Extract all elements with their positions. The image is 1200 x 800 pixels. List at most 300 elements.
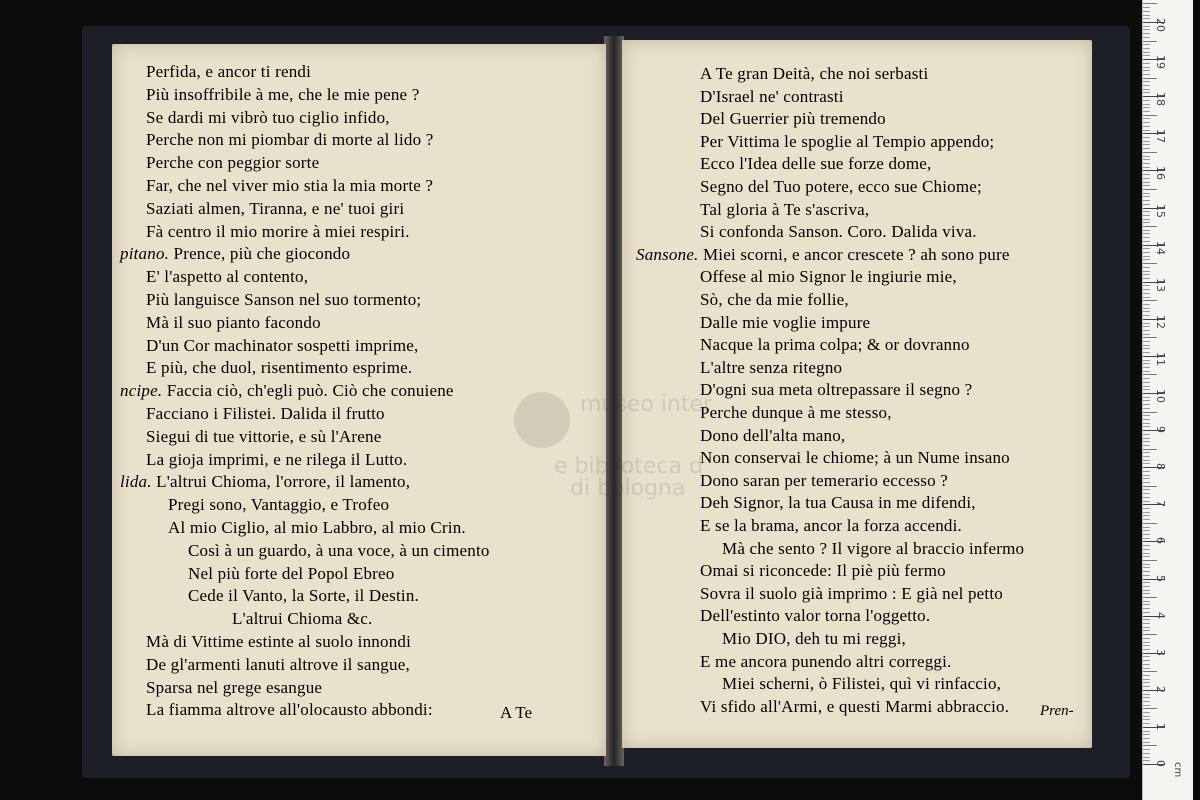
text-line (146, 290, 421, 310)
text-line (168, 518, 466, 538)
ruler-tick (1143, 3, 1157, 4)
text-line (700, 132, 994, 152)
ruler-number: 1 (1154, 722, 1167, 730)
ruler-tick (1143, 656, 1150, 657)
verse-text: Perche dunque à me stesso, (700, 403, 892, 422)
text-line (700, 493, 976, 513)
text-line (700, 471, 948, 491)
ruler-tick (1143, 7, 1150, 8)
left-catchword: A Te (500, 703, 533, 722)
ruler-number: 18 (1154, 92, 1167, 107)
ruler-tick (1143, 456, 1150, 457)
verse-text: Facciano i Filistei. Dalida il frutto (146, 404, 385, 423)
ruler-tick (1143, 445, 1150, 446)
ruler-number: 8 (1154, 463, 1167, 471)
verse-text: Per Vittima le spoglie al Tempio appendo; (700, 131, 995, 151)
text-line (146, 108, 390, 128)
verse-text: La gioja imprimi, e ne rilega il Lutto. (146, 449, 408, 469)
verse-text: L'altrui Chioma, l'orrore, il lamento, (156, 472, 411, 492)
ruler-tick (1143, 215, 1150, 216)
text-line (700, 177, 982, 197)
ruler-number: 5 (1154, 574, 1167, 582)
speaker-label: pitano. (120, 244, 174, 264)
text-line (700, 200, 869, 220)
text-line (232, 609, 372, 629)
text-line (120, 244, 350, 264)
ruler-tick (1143, 363, 1150, 364)
verse-text: Saziati almen, Tiranna, e ne' tuoi giri (146, 198, 405, 218)
text-line (700, 335, 970, 355)
text-line (722, 629, 906, 649)
ruler-tick (1143, 200, 1150, 201)
ruler-tick (1143, 556, 1150, 557)
ruler-tick (1143, 330, 1150, 331)
verse-text: Più insoffribile à me, che le mie pene ? (146, 84, 420, 104)
ruler-tick (1143, 426, 1150, 427)
ruler-tick (1143, 70, 1150, 71)
ruler-tick (1143, 415, 1150, 416)
ruler-tick (1143, 389, 1150, 390)
ruler-tick (1143, 564, 1150, 565)
ruler-tick (1143, 230, 1150, 231)
ruler-number: 19 (1154, 55, 1167, 70)
ruler-tick (1143, 582, 1150, 583)
verse-text: Sparsa nel grege esangue (146, 677, 323, 697)
ruler-tick (1143, 308, 1150, 309)
verse-text: E se la brama, ancor la forza accendi. (700, 516, 962, 535)
verse-text: Dalle mie voglie impure (700, 312, 871, 332)
verse-text: Nacque la prima colpa; & or dovranno (700, 335, 970, 355)
ruler-tick (1143, 130, 1150, 131)
ruler-tick (1143, 590, 1150, 591)
ruler-number: 10 (1154, 389, 1167, 403)
verse-text: Del Guerrier più tremendo (700, 109, 886, 129)
ruler-tick (1143, 586, 1150, 587)
ruler-tick (1143, 604, 1150, 605)
verse-text: Perfida, e ancor ti rendi (146, 62, 312, 81)
verse-text: Cede il Vanto, la Sorte, il Destin. (188, 586, 419, 606)
ruler-tick (1143, 634, 1157, 635)
ruler-tick (1143, 386, 1150, 387)
text-line (146, 404, 385, 424)
text-line (700, 584, 1003, 604)
ruler-tick (1143, 682, 1150, 683)
ruler-tick (1143, 100, 1150, 101)
ruler-tick (1143, 686, 1150, 687)
ruler-tick (1143, 178, 1150, 179)
ruler-tick (1143, 753, 1150, 754)
ruler-tick (1143, 597, 1157, 598)
ruler-tick (1143, 360, 1150, 361)
ruler-tick (1143, 649, 1150, 650)
text-line (146, 700, 433, 720)
ruler-tick (1143, 719, 1150, 720)
ruler-tick (1143, 315, 1150, 316)
text-line (700, 109, 886, 129)
ruler-tick (1143, 204, 1150, 205)
text-line (146, 450, 407, 470)
verse-text: Dell'estinto valor torna l'oggetto. (700, 606, 931, 626)
ruler-tick (1143, 575, 1150, 576)
speaker-label: Sansone. (636, 244, 703, 264)
ruler-tick (1143, 404, 1150, 405)
ruler-tick (1143, 226, 1157, 227)
ruler-tick (1143, 738, 1150, 739)
ruler-tick (1143, 26, 1150, 27)
ruler-tick (1143, 126, 1150, 127)
text-line (700, 561, 946, 581)
text-line (188, 564, 394, 584)
ruler-tick (1143, 137, 1150, 138)
ruler-tick (1143, 267, 1150, 268)
verse-text: Se dardi mi vibrò tuo ciglio infido, (146, 107, 390, 127)
text-line (700, 313, 870, 333)
text-line (722, 674, 1001, 694)
ruler-number: 9 (1154, 426, 1167, 434)
ruler-tick (1143, 348, 1150, 349)
ruler-tick (1143, 749, 1150, 750)
ruler-tick (1143, 434, 1150, 435)
ruler-tick (1143, 311, 1150, 312)
verse-text: D'Israel ne' contrasti (700, 86, 844, 106)
ruler-tick (1143, 323, 1150, 324)
ruler-tick (1143, 55, 1150, 56)
text-line (188, 586, 419, 606)
verse-text: Prence, più che giocondo (173, 244, 351, 264)
ruler-tick (1143, 731, 1150, 732)
verse-text: Più languisce Sanson nel suo tormento; (146, 290, 422, 309)
ruler-number: 11 (1154, 351, 1167, 366)
verse-text: Sò, che da mie follie, (700, 290, 849, 309)
ruler-tick (1143, 271, 1150, 272)
text-line (146, 62, 311, 82)
verse-text: Mio DIO, deh tu mi reggi, (722, 629, 906, 648)
verse-text: D'un Cor machinator sospetti imprime, (146, 335, 419, 355)
ruler-tick (1143, 237, 1150, 238)
ruler-tick (1143, 571, 1150, 572)
ruler-number: 3 (1154, 648, 1167, 656)
verse-text: L'altre senza ritegno (700, 357, 843, 377)
ruler-number: 20 (1154, 18, 1167, 32)
ruler-tick (1143, 341, 1150, 342)
ruler-tick (1143, 15, 1150, 16)
ruler-tick (1143, 241, 1150, 242)
ruler-number: 14 (1154, 240, 1167, 255)
ruler-number: 0 (1154, 760, 1167, 767)
ruler-tick (1143, 48, 1150, 49)
ruler-tick (1143, 167, 1150, 168)
ruler-tick (1143, 701, 1150, 702)
text-line (146, 313, 321, 333)
ruler-tick (1143, 63, 1150, 64)
ruler-tick (1143, 111, 1150, 112)
ruler-tick (1143, 148, 1150, 149)
ruler-tick (1143, 37, 1150, 38)
ruler-tick (1143, 441, 1150, 442)
verse-text: Far, che nel viver mio stia la mia morte ? (146, 176, 434, 195)
verse-text: Si confonda Sanson. Coro. Dalida viva. (700, 222, 977, 242)
ruler-tick (1143, 515, 1150, 516)
ruler-tick (1143, 174, 1150, 175)
ruler-tick (1143, 122, 1150, 123)
ruler-tick (1143, 538, 1150, 539)
verse-text: Nel più forte del Popol Ebreo (188, 563, 395, 583)
ruler-tick (1143, 508, 1150, 509)
text-line (146, 336, 419, 356)
ruler-tick (1143, 182, 1150, 183)
ruler-tick (1143, 211, 1150, 212)
ruler-tick (1143, 11, 1150, 12)
verse-text: E più, che duol, risentimento esprime. (146, 358, 413, 378)
text-line (700, 697, 1009, 717)
verse-text: Sovra il suolo già imprimo : E già nel petto (700, 583, 1003, 603)
text-line (146, 655, 410, 675)
verse-text: Offese al mio Signor le ingiurie mie, (700, 267, 957, 287)
verse-text: Deh Signor, la tua Causa in me difendi, (700, 493, 976, 513)
ruler-tick (1143, 723, 1150, 724)
ruler-tick (1143, 326, 1150, 327)
ruler-tick (1143, 300, 1157, 301)
ruler-number: 12 (1154, 314, 1167, 329)
verse-text: Siegui di tue vittorie, e sù l'Arene (146, 426, 382, 446)
ruler-tick (1143, 92, 1150, 93)
ruler-tick (1143, 397, 1150, 398)
ruler-tick (1143, 104, 1150, 105)
ruler-tick (1143, 519, 1150, 520)
text-line (146, 678, 322, 698)
ruler-tick (1143, 352, 1150, 353)
text-line (700, 290, 849, 310)
text-line (700, 426, 845, 446)
ruler-tick (1143, 757, 1150, 758)
verse-text: Faccia ciò, ch'egli può. Ciò che conuiene (166, 381, 454, 401)
ruler-tick (1143, 152, 1157, 153)
text-line (146, 199, 404, 219)
ruler-tick (1143, 734, 1150, 735)
ruler-tick (1143, 742, 1150, 743)
ruler-tick (1143, 85, 1150, 86)
ruler-tick (1143, 289, 1150, 290)
verse-text: E' l'aspetto al contento, (146, 267, 309, 287)
verse-text: Pregi sono, Vantaggio, e Trofeo (168, 495, 390, 515)
text-line (636, 245, 1010, 265)
ruler-tick (1143, 196, 1150, 197)
ruler-number: 2 (1154, 685, 1167, 693)
text-line (146, 358, 412, 378)
ruler-tick (1143, 545, 1150, 546)
ruler-tick (1143, 293, 1150, 294)
text-line (700, 267, 957, 287)
ruler-number: 6 (1154, 537, 1167, 545)
ruler-tick (1143, 745, 1157, 746)
text-line (146, 85, 419, 105)
text-line (700, 606, 930, 626)
book-gutter (604, 36, 624, 766)
ruler-tick (1143, 694, 1150, 695)
ruler-tick (1143, 523, 1157, 524)
ruler-tick (1143, 486, 1157, 487)
ruler-tick (1143, 497, 1150, 498)
ruler-tick (1143, 304, 1150, 305)
verse-text: Tal gloria à Te s'ascriva, (700, 199, 870, 219)
verse-text: Miei scorni, e ancor crescete ? ah sono pure (702, 244, 1010, 264)
text-line (700, 154, 932, 174)
ruler-tick (1143, 67, 1150, 68)
verse-text: Mà il suo pianto facondo (146, 312, 321, 332)
verse-text: Così à un guardo, à una voce, à un cimento (188, 540, 490, 560)
ruler-tick (1143, 530, 1150, 531)
ruler-tick (1143, 638, 1150, 639)
ruler-tick (1143, 760, 1150, 761)
ruler-tick (1143, 74, 1150, 75)
ruler-tick (1143, 219, 1150, 220)
ruler-number: 4 (1154, 611, 1167, 619)
ruler-tick (1143, 81, 1150, 82)
ruler-tick (1143, 297, 1150, 298)
ruler-tick (1143, 512, 1150, 513)
ruler-tick (1143, 553, 1150, 554)
ruler-tick (1143, 78, 1157, 79)
ruler-tick (1143, 642, 1150, 643)
ruler-tick (1143, 482, 1150, 483)
ruler-tick (1143, 705, 1150, 706)
text-line (146, 153, 319, 173)
ruler-number: 15 (1154, 203, 1167, 218)
ruler-tick (1143, 345, 1150, 346)
ruler-tick (1143, 141, 1150, 142)
ruler-tick (1143, 163, 1150, 164)
ruler-number: 13 (1154, 277, 1167, 292)
ruler-tick (1143, 668, 1150, 669)
ruler-number: 17 (1154, 129, 1167, 144)
ruler-tick (1143, 675, 1150, 676)
ruler-tick (1143, 185, 1150, 186)
text-line (700, 403, 892, 423)
ruler-unit: cm (1172, 762, 1183, 778)
ruler-tick (1143, 44, 1150, 45)
ruler-tick (1143, 248, 1150, 249)
verse-text: A Te gran Deità, che noi serbasti (700, 64, 929, 83)
ruler-tick (1143, 419, 1150, 420)
ruler-tick (1143, 371, 1150, 372)
ruler-tick (1143, 438, 1150, 439)
verse-text: Ecco l'Idea delle sue forze dome, (700, 154, 932, 174)
ruler-tick (1143, 627, 1150, 628)
text-line (722, 539, 1024, 559)
ruler-tick (1143, 222, 1150, 223)
right-catchword: Pren- (1040, 703, 1074, 719)
verse-text: E me ancora punendo altri correggi. (700, 651, 952, 671)
text-line (700, 516, 962, 536)
ruler-tick (1143, 423, 1150, 424)
ruler-tick (1143, 400, 1150, 401)
ruler-tick (1143, 623, 1150, 624)
ruler-tick (1143, 660, 1150, 661)
ruler-tick (1143, 412, 1157, 413)
ruler-tick (1143, 671, 1157, 672)
verse-text: De gl'armenti lanuti altrove il sangue, (146, 654, 410, 674)
ruler-tick (1143, 549, 1150, 550)
ruler-tick (1143, 159, 1150, 160)
ruler-tick (1143, 18, 1150, 19)
ruler-tick (1143, 560, 1157, 561)
ruler-tick (1143, 107, 1150, 108)
ruler-tick (1143, 193, 1150, 194)
text-line (700, 87, 844, 107)
text-line (120, 472, 410, 492)
ruler-tick (1143, 716, 1150, 717)
verse-text: L'altrui Chioma &c. (232, 609, 373, 629)
ruler-tick (1143, 278, 1150, 279)
ruler-tick (1143, 382, 1150, 383)
ruler-tick (1143, 601, 1150, 602)
ruler-tick (1143, 374, 1157, 375)
text-line (700, 64, 928, 84)
ruler-tick (1143, 501, 1150, 502)
text-line (146, 632, 411, 652)
verse-text: Mà che sento ? Il vigore al braccio infermo (722, 538, 1025, 558)
ruler-tick (1143, 156, 1150, 157)
text-line (700, 380, 972, 400)
ruler-tick (1143, 256, 1150, 257)
verse-text: La fiamma altrove all'olocausto abbondi: (146, 700, 433, 720)
ruler-tick (1143, 115, 1157, 116)
ruler-tick (1143, 527, 1150, 528)
measurement-ruler (1142, 0, 1193, 800)
ruler-tick (1143, 252, 1150, 253)
ruler-number: 16 (1154, 166, 1167, 181)
ruler-tick (1143, 367, 1150, 368)
ruler-tick (1143, 274, 1150, 275)
verse-text: Mà di Vittime estinte al suolo innondi (146, 632, 412, 651)
text-line (146, 130, 434, 150)
ruler-tick (1143, 259, 1150, 260)
verse-text: Fà centro il mio morire à miei respiri. (146, 221, 410, 241)
text-line (700, 222, 977, 242)
speaker-label: ncipe. (120, 381, 167, 401)
ruler-tick (1143, 89, 1150, 90)
ruler-tick (1143, 463, 1150, 464)
ruler-tick (1143, 408, 1150, 409)
ruler-tick (1143, 337, 1157, 338)
verse-text: Vi sfido all'Armi, e questi Marmi abbraccio. (700, 696, 1010, 716)
verse-text: Omai si riconcede: Il piè più fermo (700, 561, 946, 581)
verse-text: Miei scherni, ò Filistei, quì vi rinfaccio, (722, 674, 1002, 694)
ruler-tick (1143, 593, 1150, 594)
verse-text: Perche con peggior sorte (146, 153, 320, 173)
speaker-label: lida. (120, 472, 157, 492)
ruler-tick (1143, 449, 1157, 450)
text-line (700, 448, 1010, 468)
verse-text: Segno del Tuo potere, ecco sue Chiome; (700, 177, 982, 196)
ruler-tick (1143, 471, 1150, 472)
ruler-tick (1143, 285, 1150, 286)
ruler-tick (1143, 630, 1150, 631)
ruler-tick (1143, 452, 1150, 453)
ruler-tick (1143, 493, 1150, 494)
text-line (120, 381, 454, 401)
ruler-tick (1143, 608, 1150, 609)
ruler-tick (1143, 189, 1157, 190)
verse-text: Perche non mi piombar di morte al lido ? (146, 130, 434, 150)
text-line (146, 267, 308, 287)
ruler-tick (1143, 567, 1150, 568)
text-line (700, 358, 842, 378)
ruler-tick (1143, 478, 1150, 479)
ruler-tick (1143, 712, 1150, 713)
text-line (700, 652, 952, 672)
ruler-tick (1143, 645, 1150, 646)
